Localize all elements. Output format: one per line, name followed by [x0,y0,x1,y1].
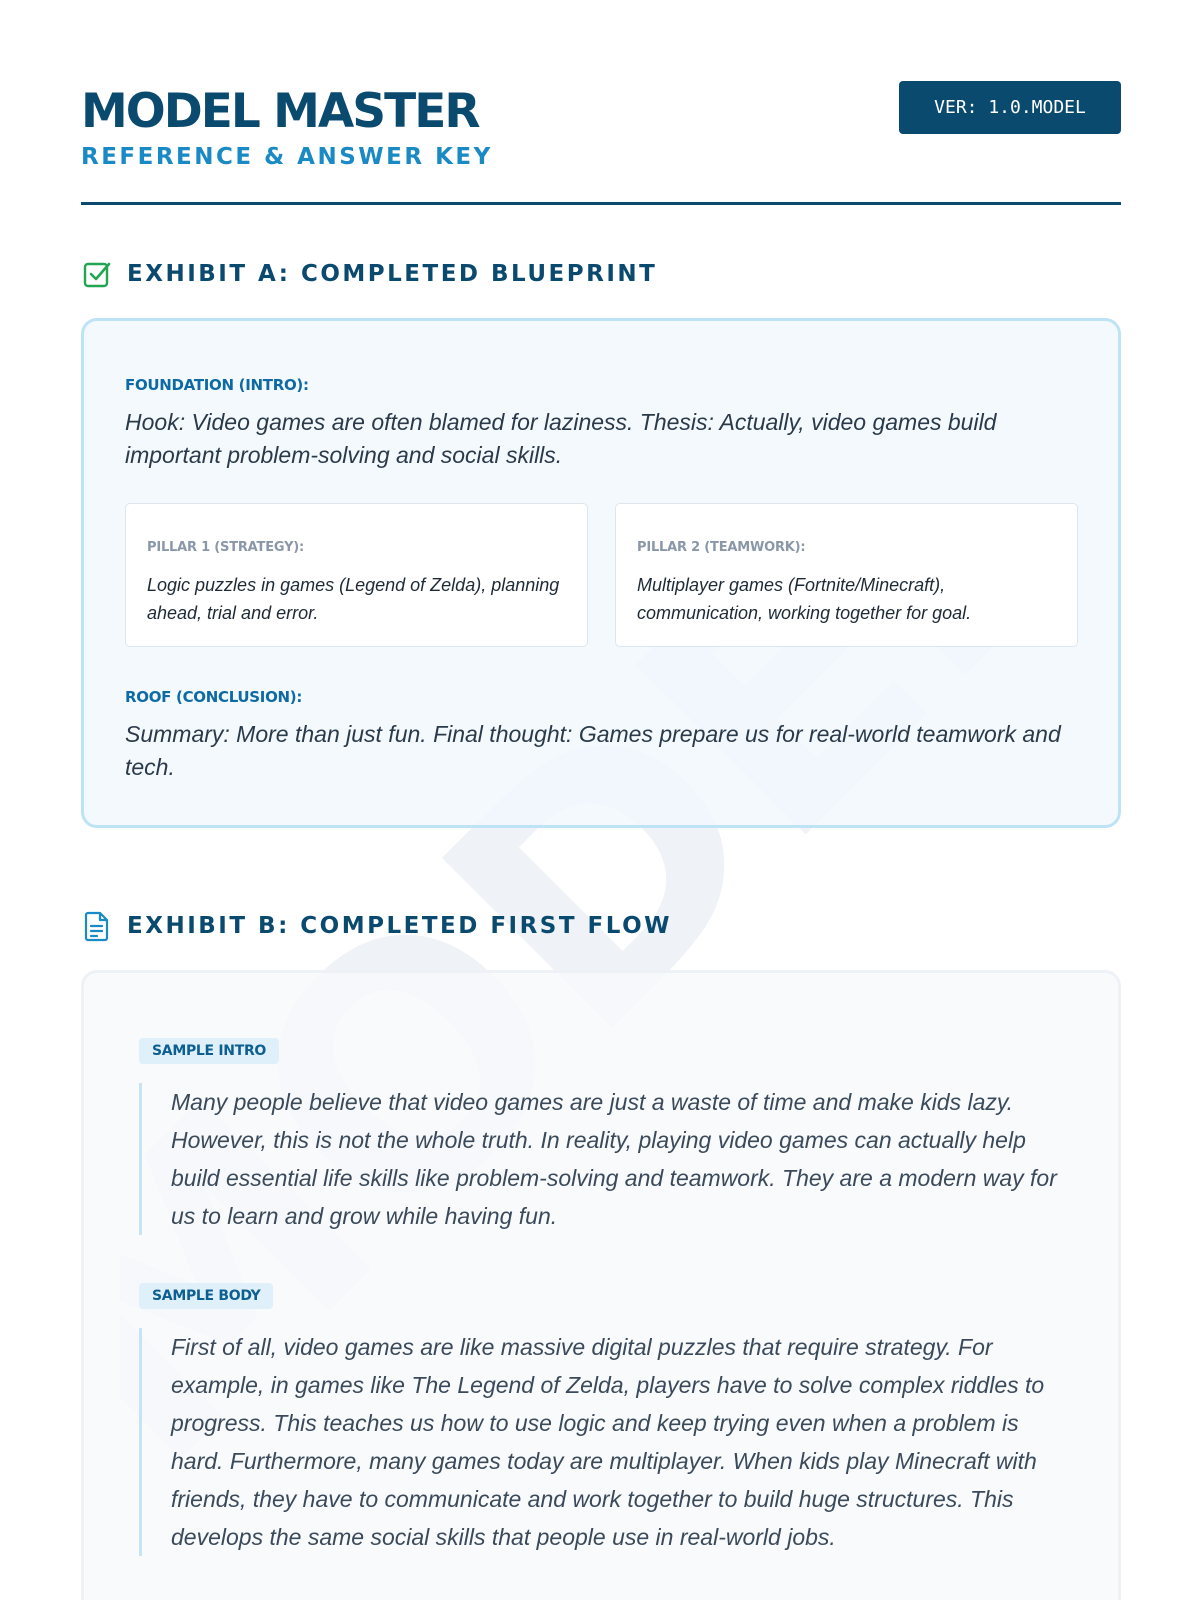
sample-body-badge: SAMPLE BODY [139,1283,273,1309]
roof-label: ROOF (CONCLUSION): [125,688,303,706]
foundation-text: Hook: Video games are often blamed for laziness. Thesis: Actually, video games build important problem-solving and social skills. [125,409,997,468]
sample-intro-badge: SAMPLE INTRO [139,1038,279,1064]
first-flow-card [81,970,1121,1600]
checkbox-icon [81,258,113,290]
pillar-label: PILLAR 1 (STRATEGY): [147,540,305,555]
foundation-label: FOUNDATION (INTRO): [125,376,309,394]
blueprint-card [81,318,1121,828]
exhibit-a-title: EXHIBIT A: COMPLETED BLUEPRINT [127,261,658,287]
pillar-label: PILLAR 2 (TEAMWORK): [637,540,806,555]
exhibit-b-title: EXHIBIT B: COMPLETED FIRST FLOW [127,913,673,939]
exhibit-a-heading [81,258,657,290]
pillar-card-strategy [125,503,588,647]
page [81,0,1121,1550]
sample-intro-text: Many people believe that video games are just a waste of time and make kids lazy. However, this is not the whole truth. In reality, playing video games can actually help build essential life skills like problem-solving and teamwork. They are a modern way for us to learn and grow while having fun. [139,1083,1069,1235]
page-subtitle: REFERENCE & ANSWER KEY [81,144,493,170]
sample-body-text: First of all, video games are like massive digital puzzles that require strategy. For example, in games like The Legend of Zelda, players have to solve complex riddles to progress. This teaches us how to use logic and keep trying even when a problem is hard. Furthermore, many games today are multiplayer. When kids play Minecraft with friends, they have to communicate and work together to build huge structures. This develops the same social skills that people use in real-world jobs. [139,1328,1069,1556]
pillar-text: Multiplayer games (Fortnite/Minecraft), communication, working together for goal. [637,575,972,623]
document-icon [81,910,113,942]
exhibit-b-heading [81,910,672,942]
roof-text: Summary: More than just fun. Final thought: Games prepare us for real-world teamwork and tech. [125,721,1061,780]
pillar-card-teamwork [615,503,1078,647]
pillar-text: Logic puzzles in games (Legend of Zelda), planning ahead, trial and error. [147,575,560,623]
header [81,0,1121,205]
version-badge: VER: 1.0.MODEL [899,81,1121,134]
page-title: MODEL MASTER [81,84,479,139]
